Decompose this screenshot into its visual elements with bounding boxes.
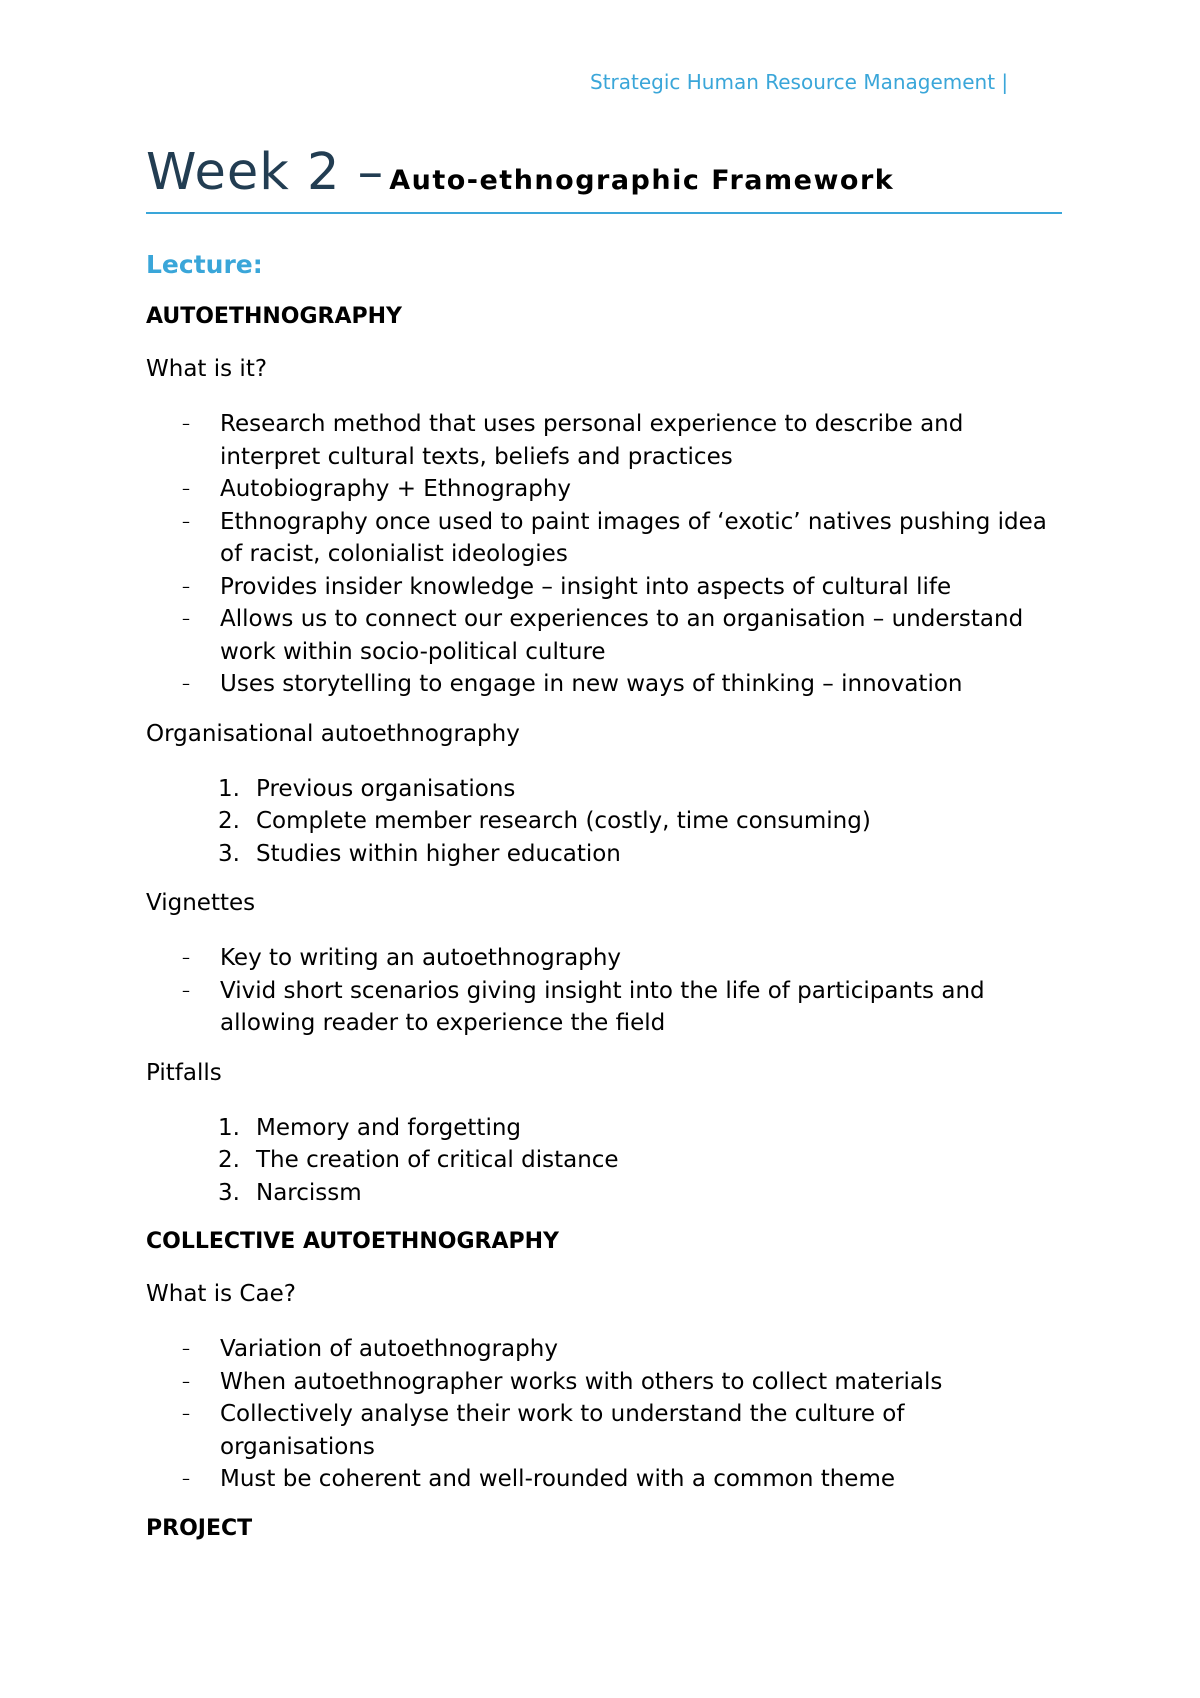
list-item: – Provides insider knowledge – insight into aspects of cultural life [146, 571, 1066, 604]
section-heading-project: PROJECT [146, 1515, 253, 1541]
number-marker: 3. [218, 840, 240, 867]
dash-marker: – [182, 1339, 190, 1358]
list-item: – Collectively analyse their work to understand the culture of organisations [146, 1398, 1066, 1463]
dash-marker: – [182, 609, 190, 628]
number-marker: 1. [218, 1114, 240, 1141]
list-item: – Allows us to connect our experiences to an organisation – understand work within socio-political culture [146, 603, 1066, 668]
dash-marker: – [182, 414, 190, 433]
number-marker: 3. [218, 1179, 240, 1206]
dash-marker: – [182, 674, 190, 693]
pitfalls-list [146, 1112, 1066, 1210]
subheading-what-is-cae: What is Cae? [146, 1281, 296, 1307]
list-item: – Uses storytelling to engage in new ways of thinking – innovation [146, 668, 1066, 701]
list-item: 2. Complete member research (costly, time consuming) [146, 805, 1066, 838]
what-is-cae-list [146, 1333, 1066, 1496]
dash-marker: – [182, 980, 190, 1000]
dash-marker: – [182, 1404, 190, 1423]
dash-marker: – [182, 511, 190, 531]
list-item: 3. Narcissm [146, 1177, 1066, 1210]
vignettes-list [146, 942, 1066, 1040]
section-heading-autoethnography: AUTOETHNOGRAPHY [146, 304, 402, 329]
page-title: Week 2 – [146, 143, 385, 202]
subheading-organisational: Organisational autoethnography [146, 720, 520, 747]
dash-marker: – [182, 1469, 190, 1488]
dash-marker: – [182, 576, 190, 596]
running-header: Strategic Human Resource Management | [590, 70, 1009, 94]
list-item: 1. Previous organisations [146, 773, 1066, 806]
list-item: 2. The creation of critical distance [146, 1144, 1066, 1177]
list-item: – When autoethnographer works with others to collect materials [146, 1366, 1066, 1399]
number-marker: 2. [218, 1147, 240, 1173]
list-item: – Research method that uses personal experience to describe and interpret cultural texts, beliefs and practices [146, 408, 1066, 473]
what-is-it-list [146, 408, 1066, 701]
subheading-vignettes: Vignettes [146, 890, 256, 916]
page-subtitle: Auto-ethnographic Framework [389, 165, 895, 196]
list-item: – Autobiography + Ethnography [146, 473, 1066, 506]
list-item: 3. Studies within higher education [146, 838, 1066, 871]
list-item: 1. Memory and forgetting [146, 1112, 1066, 1145]
subheading-what-is-it: What is it? [146, 356, 268, 382]
title-block [146, 142, 1062, 214]
lecture-heading: Lecture: [146, 250, 263, 279]
dash-marker: – [182, 948, 190, 967]
subheading-pitfalls: Pitfalls [146, 1059, 222, 1086]
dash-marker: – [182, 1371, 190, 1391]
list-item: – Key to writing an autoethnography [146, 942, 1066, 975]
list-item: – Variation of autoethnography [146, 1333, 1066, 1366]
organisational-list [146, 773, 1066, 871]
list-item: – Must be coherent and well-rounded with a common theme [146, 1463, 1066, 1496]
list-item: – Vivid short scenarios giving insight into the life of participants and allowing reader to experience the field [146, 975, 1066, 1040]
dash-marker: – [182, 479, 190, 498]
section-heading-collective: COLLECTIVE AUTOETHNOGRAPHY [146, 1229, 559, 1254]
list-item: – Ethnography once used to paint images of ‘exotic’ natives pushing idea of racist, colonialist ideologies [146, 506, 1066, 571]
number-marker: 1. [218, 775, 240, 802]
document-body [146, 250, 1066, 1568]
number-marker: 2. [218, 808, 240, 834]
